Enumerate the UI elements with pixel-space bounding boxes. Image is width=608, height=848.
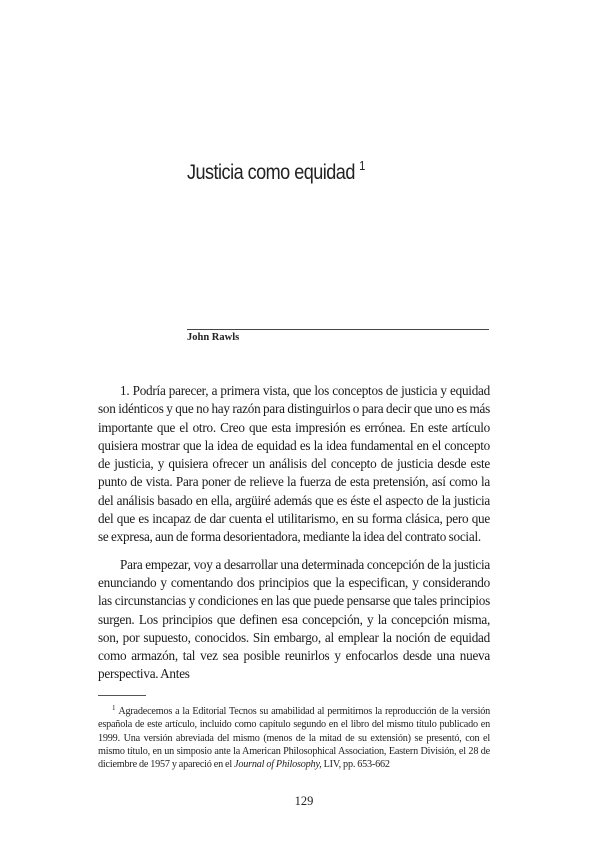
paragraph-2: Para empezar, voy a desarrollar una determinada concepción de la justicia enunciando y comentando dos principios que la especifican, y considerando las circunstancias y condiciones en las que puede pensarse que tales principios surgen. Los principios que definen esa concepción, y la concepción misma, son, por supuesto, conocidos. Sin embargo, al emplear la noción de equidad como armazón, tal vez sea posible reunirlos y enfocarlos desde una nueva perspectiva. Antes xyxy=(98,556,490,682)
footnote-text: Agradecemos a la Editorial Tecnos su amabilidad al permitirnos la reproducción de la versión española de este artículo, incluido como capítulo segundo en el libro del mismo título publicado en 1999. Una versión abreviada del mismo (menos de la mitad de su extensión) se presentó, con el mismo título, en un simposio ante la American Philosophical Association, Eastern División, el 28 de diciembre de 1957 y apareció en el xyxy=(98,706,490,771)
footnote-citation: LIV, pp. 653-662 xyxy=(321,759,390,771)
paragraph-1: 1. Podría parecer, a primera vista, que los conceptos de justicia y equidad son idénticos y que no hay razón para distinguirlos o para decir que uno es más importante que el otro. Creo que esta impresión es errónea. En este artículo quisiera mostrar que la idea de equidad es la idea fundamental en el concepto de justicia, y quisiera ofrecer un análisis del concepto de justicia desde este punto de vista. Para poner de relieve la fuerza de esta pretensión, así como la del análisis basado en ella, argüiré además que es éste el aspecto de la justicia del que es incapaz de dar cuenta el utilitarismo, en su forma clásica, pero que se expresa, aun de forma desorientadora, mediante la idea del contrato social. xyxy=(98,383,490,545)
footnote-divider xyxy=(98,695,146,696)
article-title-text: Justicia como equidad xyxy=(187,161,355,184)
article-title xyxy=(187,158,365,185)
footnote-mark: 1 xyxy=(112,704,116,712)
title-footnote-mark: 1 xyxy=(359,158,365,173)
footnote-journal-title: Journal of Philosophy, xyxy=(234,759,322,771)
footnote xyxy=(98,702,490,771)
page-number: 129 xyxy=(294,794,314,808)
author-divider xyxy=(187,329,489,330)
article-body xyxy=(98,382,490,684)
author-name: John Rawls xyxy=(187,332,240,343)
